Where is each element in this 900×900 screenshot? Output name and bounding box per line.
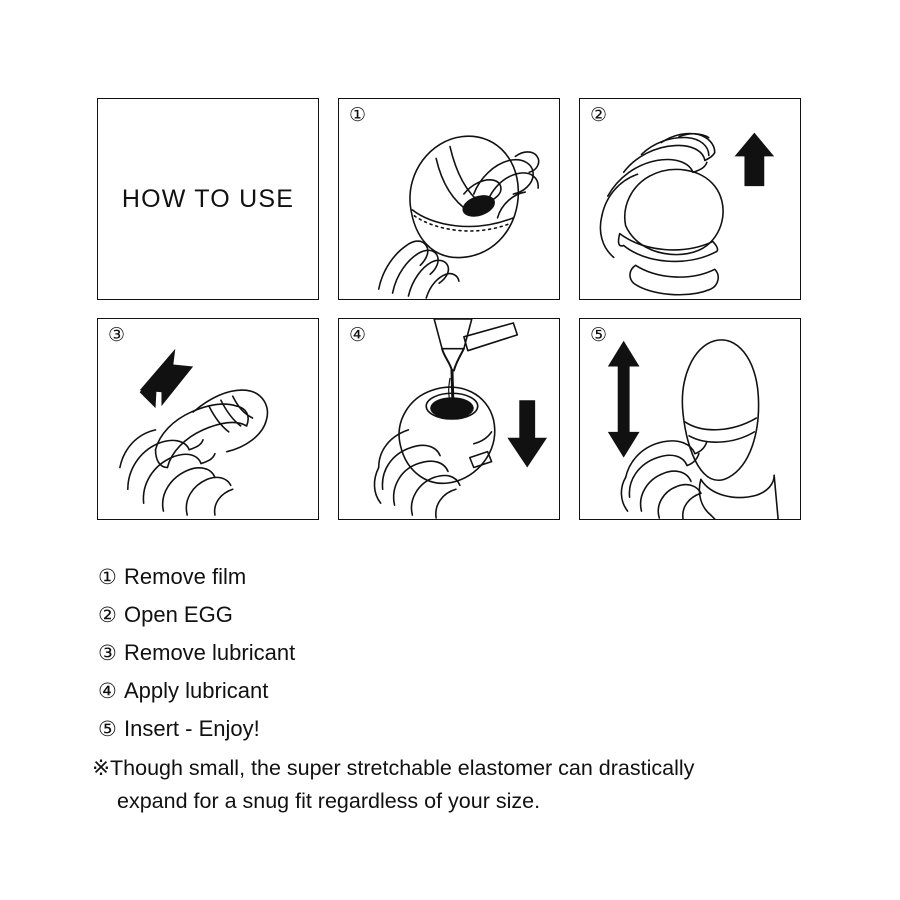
panel-step-2 — [579, 98, 801, 300]
page-title: HOW TO USE — [121, 184, 295, 213]
panel-step-3 — [97, 318, 319, 520]
step-marker-4: ④ — [349, 325, 367, 346]
footnote-line-2: expand for a snug fit regardless of your size. — [117, 789, 541, 813]
panel-how-to-use — [97, 98, 319, 300]
list-item-label: Remove film — [124, 564, 247, 589]
illustration-remove-lubricant — [98, 319, 318, 519]
panel-step-5 — [579, 318, 801, 520]
list-item — [98, 634, 858, 672]
step-marker-5: ⑤ — [590, 325, 608, 346]
footnote-mark: ※ — [92, 756, 111, 780]
panel-step-4 — [338, 318, 560, 520]
illustration-remove-film — [339, 99, 559, 299]
list-item-marker: ① — [98, 566, 117, 589]
list-item-label: Insert - Enjoy! — [124, 716, 260, 741]
list-item-marker: ② — [98, 604, 117, 627]
illustration-apply-lubricant — [339, 319, 559, 519]
list-item-label: Apply lubricant — [124, 678, 269, 703]
list-item-marker: ③ — [98, 642, 117, 665]
footnote-line-1: Though small, the super stretchable elastomer can drastically — [110, 756, 695, 780]
illustration-insert-enjoy — [580, 319, 800, 519]
list-item-label: Open EGG — [124, 602, 233, 627]
illustration-open-egg — [580, 99, 800, 299]
step-marker-1: ① — [349, 105, 367, 126]
list-item — [98, 558, 858, 596]
list-item-marker: ④ — [98, 680, 117, 703]
step-list — [98, 558, 858, 748]
list-item-marker: ⑤ — [98, 718, 117, 741]
list-item — [98, 710, 858, 748]
panel-step-1 — [338, 98, 560, 300]
step-marker-3: ③ — [108, 325, 126, 346]
list-item-label: Remove lubricant — [124, 640, 296, 665]
footnote — [92, 752, 832, 818]
list-item — [98, 672, 858, 710]
list-item — [98, 596, 858, 634]
panel-grid — [97, 98, 803, 520]
step-marker-2: ② — [590, 105, 608, 126]
